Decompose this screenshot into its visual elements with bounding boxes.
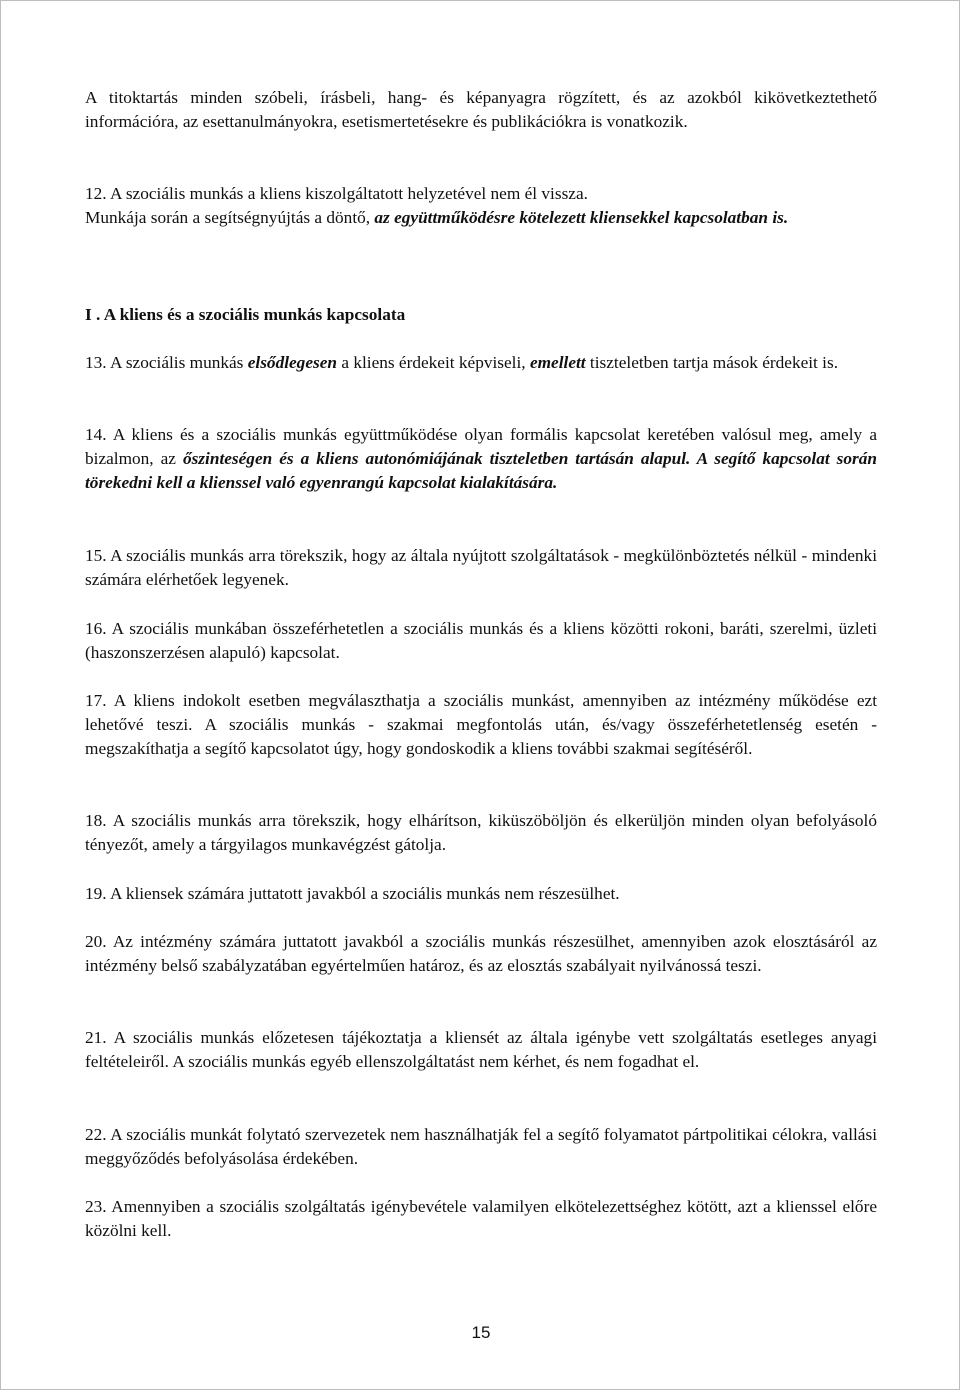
paragraph-intro: A titoktartás minden szóbeli, írásbeli, hang- és képanyagra rögzített, és az azokból kikövetkeztethető információra, az esettanulmányokra, esetismertetésekre és publikációkra is vonatkozik. — [85, 88, 877, 131]
paragraph-12-line-1: 12. A szociális munkás a kliens kiszolgáltatott helyzetével nem él vissza. — [85, 184, 588, 203]
paragraph-23: 23. Amennyiben a szociális szolgáltatás igénybevétele valamilyen elkötelezettséghez kötött, azt a klienssel előre közölni kell. — [85, 1197, 877, 1240]
paragraph-14-text: 14. A kliens és a szociális munkás együttműködése olyan formális kapcsolat keretében valósul meg, amely a bizalmon, az — [85, 425, 877, 468]
paragraph-13-emphasis-b: emellett — [529, 353, 586, 372]
paragraph-12-line-2 — [85, 206, 877, 230]
paragraph-18: 18. A szociális munkás arra törekszik, hogy elhárítson, kiküszöböljön és elkerüljön minden olyan befolyásoló tényezőt, amely a tárgyilagos munkavégzést gátolja. — [85, 811, 877, 854]
paragraph-13 — [85, 351, 877, 375]
paragraph-14-emphasis: őszinteségen és a kliens autonómiájának tiszteletben tartásán alapul. A segítő kapcsolat során törekedni kell a klienssel való egyenrangú kapcsolat kialakítására. — [85, 449, 878, 492]
paragraph-22: 22. A szociális munkát folytató szervezetek nem használhatják fel a segítő folyamatot pártpolitikai célokra, vallási meggyőződés befolyásolása érdekében. — [85, 1125, 877, 1168]
paragraph-13-text-c: tiszteletben tartja mások érdekeit is. — [585, 353, 839, 372]
paragraph-16: 16. A szociális munkában összeférhetetlen a szociális munkás és a kliens közötti rokoni, baráti, szerelmi, üzleti (haszonszerzésen alapuló) kapcsolat. — [85, 619, 877, 662]
paragraph-14 — [85, 423, 877, 495]
paragraph-15: 15. A szociális munkás arra törekszik, hogy az általa nyújtott szolgáltatások - megkülönböztetés nélkül - mindenki számára elérhetőek legyenek. — [85, 546, 877, 589]
page-number: 15 — [471, 1323, 491, 1342]
paragraph-19: 19. A kliensek számára juttatott javakból a szociális munkás nem részesülhet. — [85, 884, 620, 903]
paragraph-21: 21. A szociális munkás előzetesen tájékoztatja a kliensét az általa igénybe vett szolgáltatás esetleges anyagi feltételeiről. A szociális munkás egyéb ellenszolgáltatást nem kérhet, és nem fogadhat el. — [85, 1028, 877, 1071]
paragraph-20: 20. Az intézmény számára juttatott javakból a szociális munkás részesülhet, amennyiben azok elosztásáról az intézmény belső szabályzatában egyértelműen határoz, és az elosztás szabályait nyilvánossá teszi. — [85, 932, 877, 975]
paragraph-13-emphasis-a: elsődlegesen — [247, 353, 338, 372]
paragraph-12-emphasis: az együttműködésre kötelezett kliensekkel kapcsolatban is. — [374, 208, 789, 227]
paragraph-13-text-a: 13. A szociális munkás — [85, 353, 248, 372]
section-heading: I . A kliens és a szociális munkás kapcsolata — [85, 305, 406, 324]
paragraph-13-text-b: a kliens érdekeit képviseli, — [337, 353, 530, 372]
paragraph-12-text: Munkája során a segítségnyújtás a döntő, — [85, 208, 375, 227]
paragraph-17: 17. A kliens indokolt esetben megválaszthatja a szociális munkást, amennyiben az intézmény működése ezt lehetővé teszi. A szociális munkás - szakmai megfontolás után, és/vagy összeférhetetlenség esetén - megszakíthatja a segítő kapcsolatot úgy, hogy gondoskodik a kliens további szakmai segítéséről. — [85, 691, 877, 758]
